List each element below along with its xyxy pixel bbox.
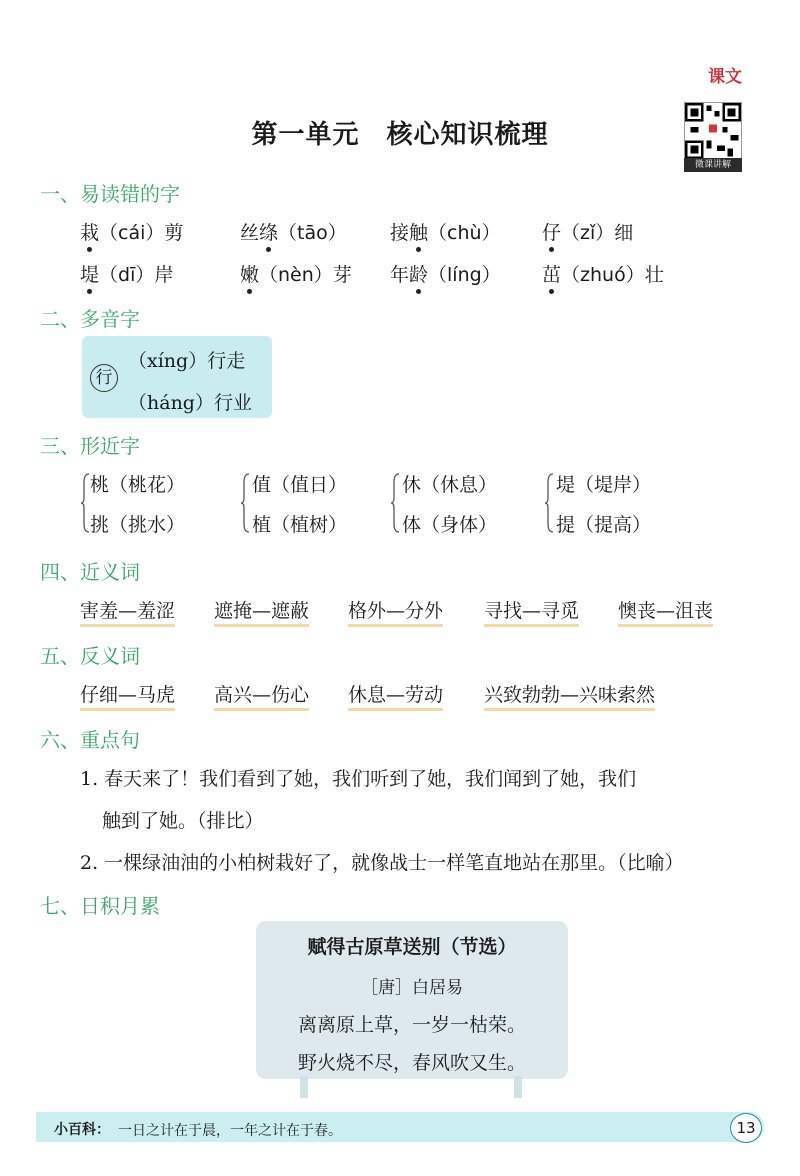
section-heading-misread: 一、易读错的字 bbox=[40, 182, 180, 206]
section-tag: 课文 bbox=[708, 67, 742, 87]
poem-title: 赋得古原草送别（节选） bbox=[307, 936, 517, 958]
polyphone-reading-2: （háng）行业 bbox=[128, 392, 252, 414]
brace-icon bbox=[240, 470, 250, 536]
misread-item: 栽（cái）剪 bbox=[80, 222, 184, 244]
misread-row-2 bbox=[80, 260, 720, 290]
antonym-list bbox=[80, 680, 740, 710]
poem-line-2: 野火烧不尽，春风吹又生。 bbox=[297, 1052, 526, 1074]
page-title: 第一单元 核心知识梳理 bbox=[251, 120, 549, 150]
section-heading-synonyms: 四、近义词 bbox=[40, 560, 140, 584]
synonym-list bbox=[80, 596, 740, 626]
polyphone-reading-1: （xíng）行走 bbox=[128, 350, 246, 372]
antonym-pair: 兴致勃勃—兴味索然 bbox=[484, 680, 655, 711]
footer-label: 小百科： bbox=[54, 1122, 110, 1138]
misread-item: 接触（chù） bbox=[390, 222, 501, 244]
synonym-pair: 害羞—羞涩 bbox=[80, 596, 175, 627]
poem-line-1: 离离原上草，一岁一枯荣。 bbox=[297, 1014, 526, 1036]
similar-chars: 桃（桃花） 挑（挑水） 值（值日） 植（植树） 休（休息） 体（身体） 堤（堤岸） 提（提高） bbox=[80, 470, 700, 540]
qr-label: 微课讲解 bbox=[684, 158, 742, 172]
poem-card-stand bbox=[514, 1076, 522, 1098]
key-sentence-2: 2. 一棵绿油油的小柏树栽好了，就像战士一样笔直地站在那里。（比喻） bbox=[80, 852, 684, 874]
brace-icon bbox=[390, 470, 400, 536]
page-number: 13 bbox=[730, 1113, 762, 1143]
section-heading-key-sentences: 六、重点句 bbox=[40, 728, 140, 752]
misread-row-1 bbox=[80, 218, 720, 248]
section-heading-daily-accumulation: 七、日积月累 bbox=[40, 894, 160, 918]
antonym-pair: 休息—劳动 bbox=[348, 680, 443, 711]
footer-text: 一日之计在于晨，一年之计在于春。 bbox=[118, 1123, 342, 1139]
section-heading-antonyms: 五、反义词 bbox=[40, 644, 140, 668]
misread-item: 丝绦（tāo） bbox=[240, 222, 347, 244]
synonym-pair: 懊丧—沮丧 bbox=[618, 596, 713, 627]
misread-item: 年龄（líng） bbox=[390, 264, 501, 286]
misread-item: 仔（zǐ）细 bbox=[542, 222, 634, 244]
misread-item: 堤（dī）岸 bbox=[80, 264, 174, 286]
misread-item: 茁（zhuó）壮 bbox=[542, 264, 664, 286]
poem-author: ［唐］白居易 bbox=[361, 978, 463, 998]
section-heading-polyphone: 二、多音字 bbox=[40, 307, 140, 331]
synonym-pair: 寻找—寻觅 bbox=[484, 596, 579, 627]
misread-item: 嫩（nèn）芽 bbox=[240, 264, 352, 286]
brace-icon bbox=[80, 470, 90, 536]
poem-card-stand bbox=[300, 1076, 308, 1098]
polyphone-char: 行 bbox=[90, 364, 118, 392]
synonym-pair: 遮掩—遮蔽 bbox=[214, 596, 309, 627]
antonym-pair: 高兴—伤心 bbox=[214, 680, 309, 711]
antonym-pair: 仔细—马虎 bbox=[80, 680, 175, 711]
brace-icon bbox=[544, 470, 554, 536]
key-sentence-1: 1. 春天来了！我们看到了她，我们听到了她，我们闻到了她，我们 bbox=[80, 768, 637, 790]
key-sentence-1-cont: 触到了她。（排比） bbox=[102, 810, 264, 832]
section-heading-similar: 三、形近字 bbox=[40, 434, 140, 458]
synonym-pair: 格外—分外 bbox=[348, 596, 443, 627]
